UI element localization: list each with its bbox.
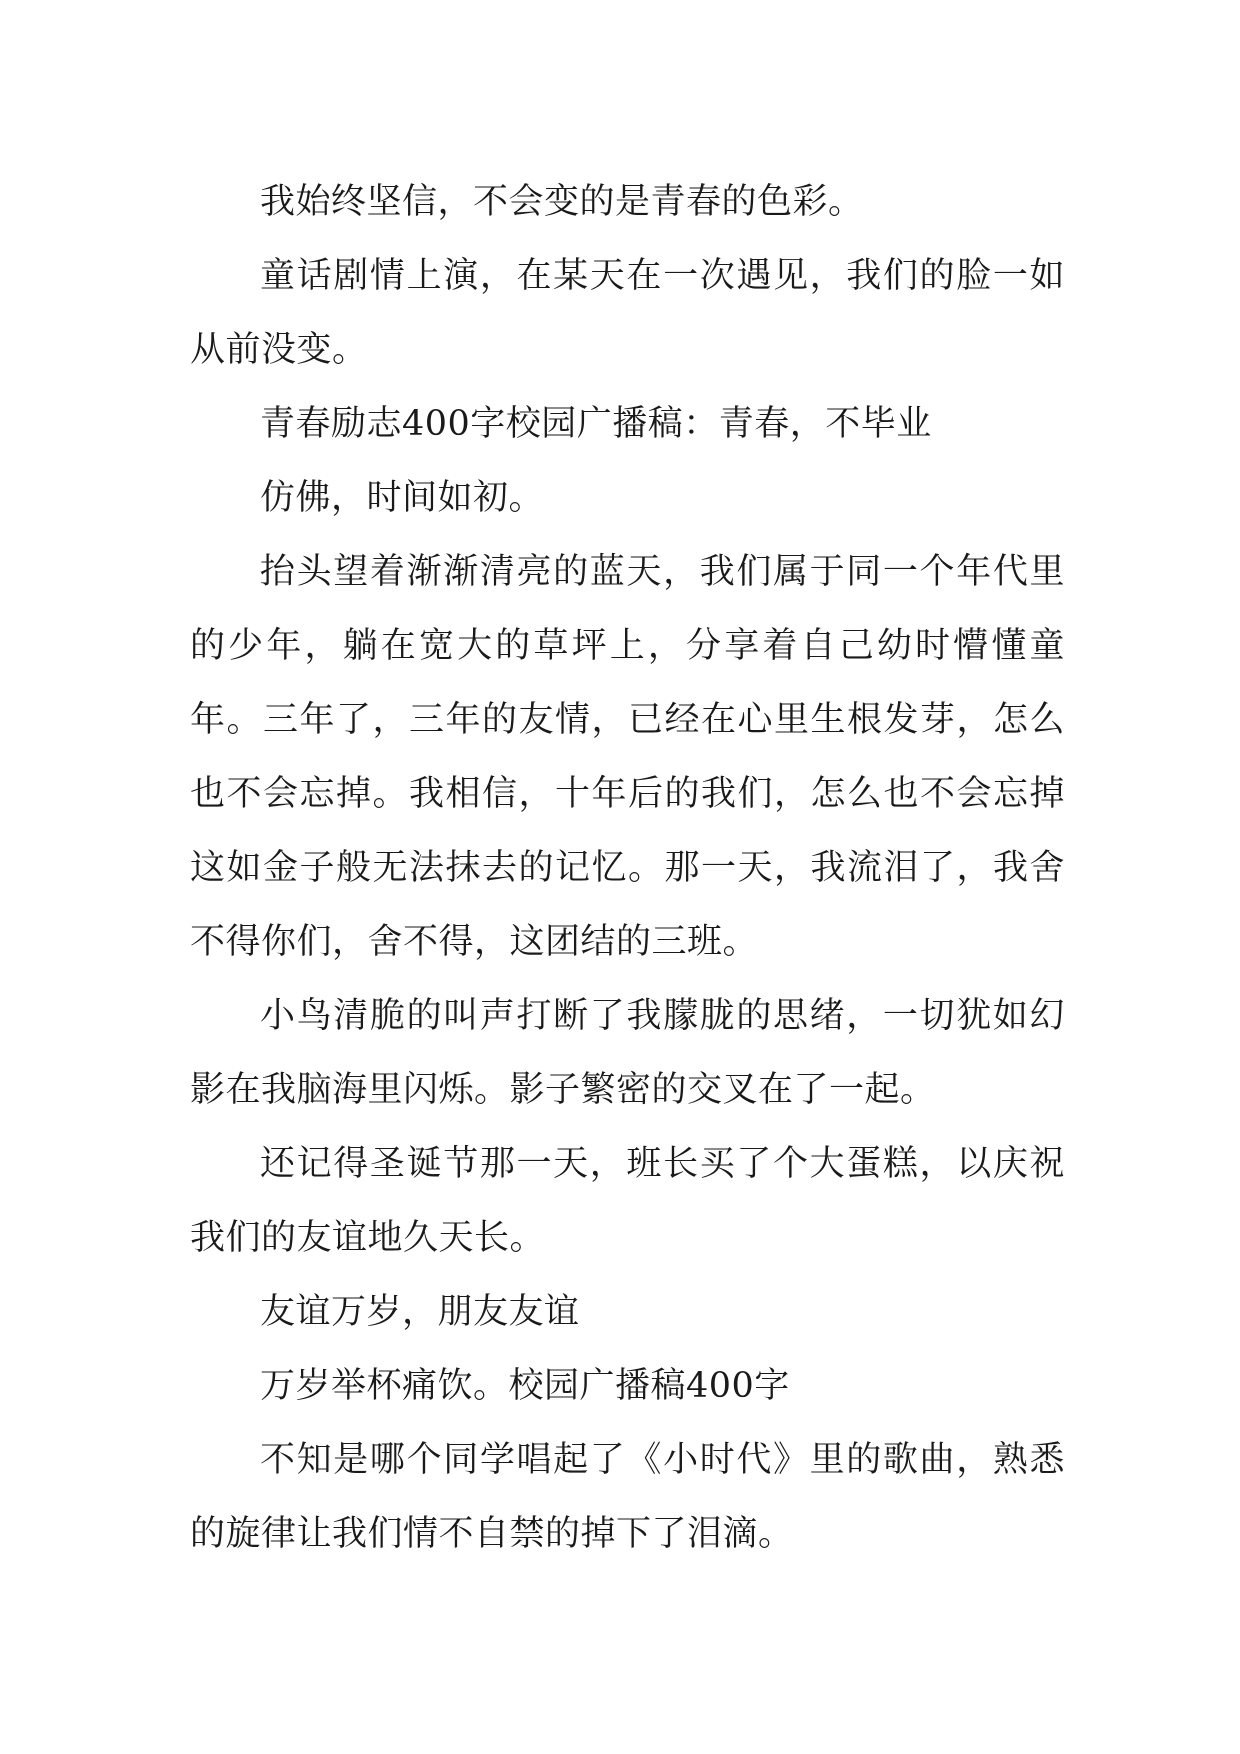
paragraph: 童话剧情上演，在某天在一次遇见，我们的脸一如从前没变。: [190, 256, 1065, 370]
paragraph: 友谊万岁，朋友友谊: [260, 1292, 580, 1332]
paragraph: 我始终坚信，不会变的是青春的色彩。: [260, 182, 864, 222]
paragraph: 仿佛，时间如初。: [260, 478, 545, 518]
section-heading: 青春励志400字校园广播稿：青春，不毕业: [260, 404, 932, 444]
paragraph: 万岁举杯痛饮。校园广播稿400字: [260, 1366, 790, 1406]
paragraph: 还记得圣诞节那一天，班长买了个大蛋糕，以庆祝我们的友谊地久天长。: [190, 1144, 1065, 1258]
paragraph: 不知是哪个同学唱起了《小时代》里的歌曲，熟悉的旋律让我们情不自禁的掉下了泪滴。: [190, 1440, 1065, 1554]
paragraph: 小鸟清脆的叫声打断了我朦胧的思绪，一切犹如幻影在我脑海里闪烁。影子繁密的交叉在了一起。: [190, 996, 1065, 1110]
paragraph: 抬头望着渐渐清亮的蓝天，我们属于同一个年代里的少年，躺在宽大的草坪上，分享着自己幼时懵懂童年。三年了，三年的友情，已经在心里生根发芽，怎么也不会忘掉。我相信，十年后的我们，怎么也不会忘掉这如金子般无法抹去的记忆。那一天，我流泪了，我舍不得你们，舍不得，这团结的三班。: [190, 552, 1065, 962]
document-body: [190, 165, 1065, 1571]
